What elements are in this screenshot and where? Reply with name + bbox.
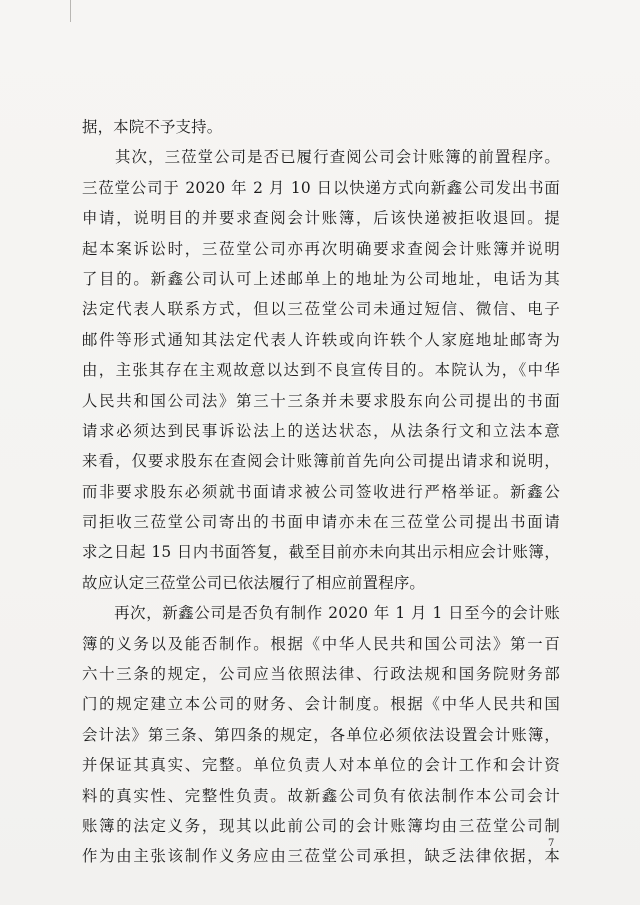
text-line: 会计法》第三条、第四条的规定，各单位必须依法设置会计账簿， <box>82 725 560 744</box>
text-line: 来看，仅要求股东在查阅会计账簿前首先向公司提出请求和说明， <box>82 452 560 471</box>
text-line: 簿的义务以及能否制作。根据《中华人民共和国公司法》第一百 <box>82 634 560 653</box>
body-text <box>82 112 560 872</box>
text-line: 门的规定建立本公司的财务、会计制度。根据《中华人民共和国 <box>82 695 560 714</box>
text-line: 料的真实性、完整性负责。故新鑫公司负有依法制作本公司会计 <box>82 786 560 805</box>
text-line: 故应认定三莅堂公司已依法履行了相应前置程序。 <box>82 573 425 592</box>
text-line: 请求必须达到民事诉讼法上的送达状态，从法条行文和立法本意 <box>82 421 560 440</box>
text-line: 并保证其真实、完整。单位负责人对本单位的会计工作和会计资 <box>82 756 560 775</box>
text-line: 而非要求股东必须就书面请求被公司签收进行严格举证。新鑫公 <box>82 482 560 501</box>
text-line: 作为由主张该制作义务应由三莅堂公司承担，缺乏法律依据，本 <box>82 847 560 866</box>
text-line: 邮件等形式通知其法定代表人许轶或向许轶个人家庭地址邮寄为 <box>82 330 560 349</box>
text-line: 求之日起 15 日内书面答复，截至目前亦未向其出示相应会计账簿， <box>82 543 560 562</box>
text-line: 司拒收三莅堂公司寄出的书面申请亦未在三莅堂公司提出书面请 <box>82 513 560 532</box>
text-line: 人民共和国公司法》第三十三条并未要求股东向公司提出的书面 <box>82 391 560 410</box>
text-line: 账簿的法定义务，现其以此前公司的会计账簿均由三莅堂公司制 <box>82 816 560 835</box>
text-line: 法定代表人联系方式，但以三莅堂公司未通过短信、微信、电子 <box>82 300 560 319</box>
text-line: 据，本院不予支持。 <box>82 118 223 136</box>
scan-edge-mark <box>70 0 71 22</box>
text-line: 三莅堂公司于 2020 年 2 月 10 日以快递方式向新鑫公司发出书面 <box>82 178 560 197</box>
text-line: 其次，三莅堂公司是否已履行查阅公司会计账簿的前置程序。 <box>82 148 560 167</box>
text-line: 申请，说明目的并要求查阅会计账簿，后该快递被拒收退回。提 <box>82 209 560 228</box>
text-line: 六十三条的规定，公司应当依照法律、行政法规和国务院财务部 <box>82 665 560 684</box>
text-line: 了目的。新鑫公司认可上述邮单上的地址为公司地址，电话为其 <box>82 269 560 288</box>
page-number: 7 <box>548 838 555 849</box>
text-line: 起本案诉讼时，三莅堂公司亦再次明确要求查阅会计账簿并说明 <box>82 239 560 258</box>
text-line: 再次，新鑫公司是否负有制作 2020 年 1 月 1 日至今的会计账 <box>82 604 560 623</box>
text-line: 由，主张其存在主观故意以达到不良宣传目的。本院认为，《中华 <box>82 361 560 380</box>
